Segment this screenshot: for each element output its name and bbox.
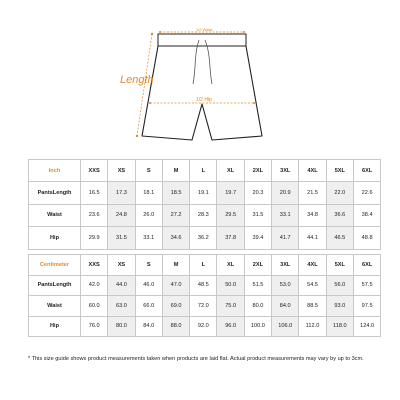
table-cell: 48.8 <box>353 227 380 250</box>
table-cell: 44.1 <box>299 227 326 250</box>
shorts-body-shape <box>142 46 262 140</box>
length-label: Length <box>120 74 154 86</box>
table-header-row <box>29 160 381 182</box>
table-cell: 106.0 <box>272 316 299 337</box>
table-cell: 34.6 <box>162 227 189 250</box>
size-header: 2XL <box>244 160 271 182</box>
table-cell: 97.5 <box>353 296 380 317</box>
table-cell: 96.0 <box>217 316 244 337</box>
size-header: XL <box>217 255 244 276</box>
size-header: 2XL <box>244 255 271 276</box>
size-header: L <box>190 160 217 182</box>
size-header: M <box>162 255 189 276</box>
waist-label: 1/2 Waist <box>196 27 213 32</box>
row-label: PantsLength <box>29 275 81 296</box>
table-header-row <box>29 255 381 276</box>
table-cell: 42.0 <box>81 275 108 296</box>
table-row <box>29 316 381 337</box>
table-cell: 37.8 <box>217 227 244 250</box>
size-header: XXS <box>81 255 108 276</box>
table-cell: 57.5 <box>353 275 380 296</box>
table-cell: 69.0 <box>162 296 189 317</box>
table-cell: 18.5 <box>162 182 189 205</box>
size-header: 6XL <box>353 160 380 182</box>
table-cell: 66.0 <box>135 296 162 317</box>
table-cell: 22.0 <box>326 182 353 205</box>
table-cell: 60.0 <box>81 296 108 317</box>
table-cell: 112.0 <box>299 316 326 337</box>
table-cell: 21.5 <box>299 182 326 205</box>
table-cell: 93.0 <box>326 296 353 317</box>
size-header: 6XL <box>353 255 380 276</box>
table-cell: 88.5 <box>299 296 326 317</box>
table-cell: 75.0 <box>217 296 244 317</box>
table-cell: 72.0 <box>190 296 217 317</box>
table-cell: 84.0 <box>272 296 299 317</box>
size-header: L <box>190 255 217 276</box>
size-header: S <box>135 255 162 276</box>
table-cell: 53.0 <box>272 275 299 296</box>
size-header: XS <box>108 160 135 182</box>
waistband-shape <box>158 34 246 46</box>
size-header: 4XL <box>299 255 326 276</box>
size-header: XS <box>108 255 135 276</box>
table-cell: 84.0 <box>135 316 162 337</box>
size-header: 5XL <box>326 255 353 276</box>
table-cell: 56.0 <box>326 275 353 296</box>
table-cell: 18.1 <box>135 182 162 205</box>
table-cell: 88.0 <box>162 316 189 337</box>
table-row <box>29 275 381 296</box>
table-cell: 51.5 <box>244 275 271 296</box>
table-cell: 100.0 <box>244 316 271 337</box>
table-row <box>29 182 381 205</box>
row-label: Hip <box>29 227 81 250</box>
measurement-note: * This size guide shows product measurements taken when products are laid flat. Actual product measurements may vary by up to 3cm. <box>28 356 364 362</box>
table-cell: 46.5 <box>326 227 353 250</box>
table-cell: 63.0 <box>108 296 135 317</box>
table-cell: 92.0 <box>190 316 217 337</box>
table-cell: 28.3 <box>190 204 217 227</box>
row-label: Hip <box>29 316 81 337</box>
table-cell: 36.2 <box>190 227 217 250</box>
table-cell: 80.0 <box>244 296 271 317</box>
table-cell: 118.0 <box>326 316 353 337</box>
size-header: 4XL <box>299 160 326 182</box>
table-cell: 19.1 <box>190 182 217 205</box>
row-label: Waist <box>29 204 81 227</box>
table-cell: 76.0 <box>81 316 108 337</box>
size-header: 3XL <box>272 160 299 182</box>
row-label: PantsLength <box>29 182 81 205</box>
table-cell: 31.5 <box>244 204 271 227</box>
table-cell: 38.4 <box>353 204 380 227</box>
table-cell: 16.5 <box>81 182 108 205</box>
table-row <box>29 227 381 250</box>
size-header: M <box>162 160 189 182</box>
table-cell: 17.3 <box>108 182 135 205</box>
table-cell: 48.5 <box>190 275 217 296</box>
table-cell: 20.3 <box>244 182 271 205</box>
table-cell: 46.0 <box>135 275 162 296</box>
table-row <box>29 204 381 227</box>
table-cell: 54.5 <box>299 275 326 296</box>
size-header: 3XL <box>272 255 299 276</box>
size-header: XL <box>217 160 244 182</box>
hip-label: 1/2 Hip <box>196 97 212 103</box>
table-cell: 41.7 <box>272 227 299 250</box>
size-header: 5XL <box>326 160 353 182</box>
table-cell: 33.1 <box>272 204 299 227</box>
size-header: S <box>135 160 162 182</box>
table-cell: 29.9 <box>81 227 108 250</box>
shorts-illustration <box>0 0 400 150</box>
row-label: Waist <box>29 296 81 317</box>
unit-label: Inch <box>29 160 81 182</box>
unit-label: Centimeter <box>29 255 81 276</box>
table-cell: 22.6 <box>353 182 380 205</box>
table-cell: 36.6 <box>326 204 353 227</box>
table-cell: 19.7 <box>217 182 244 205</box>
table-cell: 50.0 <box>217 275 244 296</box>
size-header: XXS <box>81 160 108 182</box>
inch-size-table <box>28 159 381 250</box>
table-cell: 47.0 <box>162 275 189 296</box>
table-cell: 44.0 <box>108 275 135 296</box>
table-cell: 24.8 <box>108 204 135 227</box>
table-row <box>29 296 381 317</box>
centimeter-size-table <box>28 254 381 337</box>
table-cell: 27.2 <box>162 204 189 227</box>
table-cell: 23.6 <box>81 204 108 227</box>
table-cell: 26.0 <box>135 204 162 227</box>
table-cell: 33.1 <box>135 227 162 250</box>
table-cell: 29.5 <box>217 204 244 227</box>
table-cell: 20.9 <box>272 182 299 205</box>
table-cell: 34.8 <box>299 204 326 227</box>
table-cell: 31.5 <box>108 227 135 250</box>
table-cell: 39.4 <box>244 227 271 250</box>
table-cell: 80.0 <box>108 316 135 337</box>
table-cell: 124.0 <box>353 316 380 337</box>
